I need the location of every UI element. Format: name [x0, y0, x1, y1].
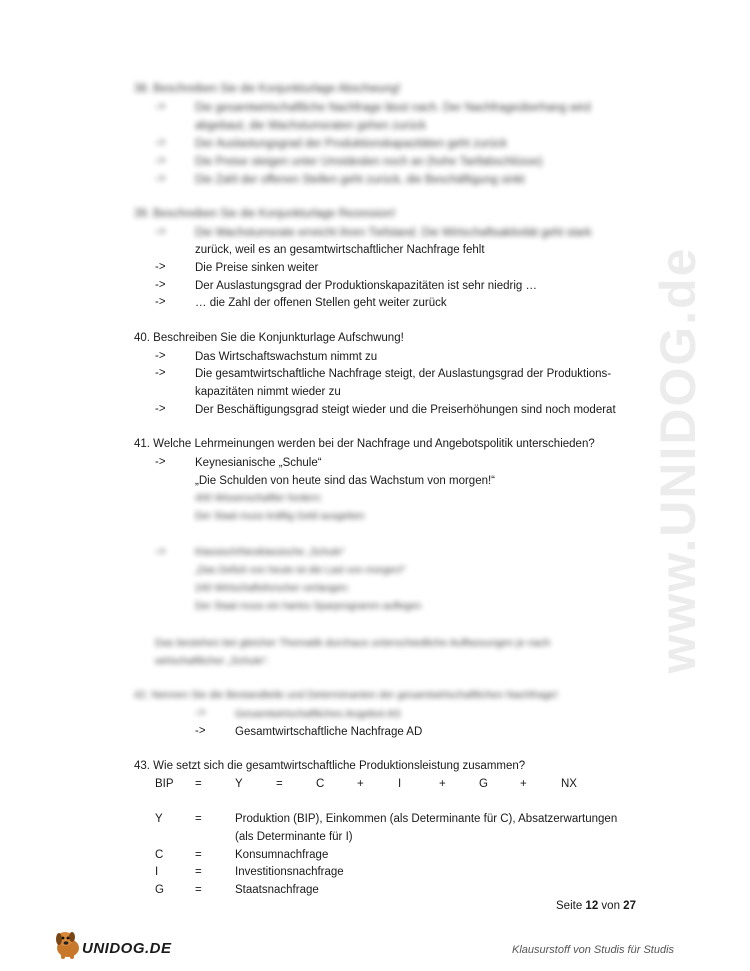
formula-nx: NX [561, 778, 577, 790]
def-y-eq: = [195, 813, 202, 825]
formula-bip: BIP [155, 778, 174, 790]
q43-title: 43. Wie setzt sich die gesamtwirtschaftliche Produktionsleistung zusammen? [134, 760, 526, 772]
q39-title: 39. Beschreiben Sie die Konjunkturlage Rezession! [134, 208, 396, 220]
def-c-text: Konsumnachfrage [235, 849, 329, 861]
def-c-eq: = [195, 849, 202, 861]
watermark [648, 246, 708, 674]
def-g-text: Staatsnachfrage [235, 884, 319, 896]
q42-item-1: Gesamtwirtschaftliches Angebot AS [235, 708, 401, 720]
formula-c: C [316, 778, 325, 790]
q38-title: 38. Beschreiben Sie die Konjunkturlage Abschwung! [134, 83, 401, 95]
watermark-text: www.UNIDOG.de [650, 246, 706, 674]
arrow: -> [155, 403, 166, 415]
q41-summary-2: wirtschaftlicher „Schule“. [155, 655, 270, 667]
formula-y: Y [235, 778, 243, 790]
q41-item-2: Klassisch/Neoklassische „Schule“ [195, 547, 345, 558]
q40-item-2: Die gesamtwirtschaftliche Nachfrage steigt, der Auslastungsgrad der Produktions- [195, 368, 612, 380]
q41-item-1-line-2: 400 Wissenschaftler fordern: [195, 493, 323, 504]
def-i-eq: = [195, 866, 202, 878]
q39-item-3: Der Auslastungsgrad der Produktionskapazitäten ist sehr niedrig … [195, 280, 537, 292]
arrow: -> [155, 173, 166, 185]
arrow: -> [155, 296, 166, 308]
arrow: -> [155, 456, 166, 468]
formula-i: I [398, 778, 402, 790]
arrow: -> [155, 279, 166, 291]
def-y-symbol: Y [155, 813, 163, 825]
q38-item-4: Die Zahl der offenen Stellen geht zurück, die Beschäftigung sinkt [195, 174, 525, 186]
q42-title: 42. Nennen Sie die Bestandteile und Determinanten der gesamtwirtschaftlichen Nachfrage! [134, 689, 558, 701]
arrow: -> [155, 546, 166, 558]
q38-item-2: Der Auslastungsgrad der Produktionskapazitäten geht zurück [195, 138, 507, 150]
q41-item-1: Keynesianische „Schule“ [195, 457, 322, 469]
q42-item-2: Gesamtwirtschaftliche Nachfrage AD [235, 726, 423, 738]
q41-title: 41. Welche Lehrmeinungen werden bei der Nachfrage und Angebotspolitik unterschieden? [134, 438, 595, 450]
def-i-symbol: I [155, 866, 159, 878]
arrow: -> [155, 137, 166, 149]
arrow: -> [155, 350, 166, 362]
tagline: Klausurstoff von Studis für Studis [512, 944, 675, 956]
q41-item-1-quote: „Die Schulden von heute sind das Wachstum von morgen!“ [195, 475, 496, 487]
q38-item-1-cont: abgebaut, die Wachstumsraten gehen zurück [195, 120, 426, 132]
formula-g: G [479, 778, 488, 790]
page-current: 12 [585, 900, 599, 912]
q40-title: 40. Beschreiben Sie die Konjunkturlage Aufschwung! [134, 332, 404, 344]
arrow: -> [155, 155, 166, 167]
page-mid: von [601, 900, 620, 912]
logo-text: UNIDOG.DE [82, 940, 172, 957]
q41-item-2-line-2: 240 Wirtschaftsforscher verlangen: [195, 583, 350, 594]
dog-icon [52, 928, 86, 960]
q40-item-3: Der Beschäftigungsgrad steigt wieder und die Preiserhöhungen sind noch moderat [195, 404, 616, 416]
page-total: 27 [623, 900, 636, 912]
arrow: -> [155, 261, 166, 273]
q41-item-1-line-3: Der Staat muss kräftig Geld ausgeben [195, 511, 365, 522]
def-y-text: Produktion (BIP), Einkommen (als Determinante für C), Absatzerwartungen [235, 813, 618, 825]
arrow: -> [155, 367, 166, 379]
arrow: -> [155, 226, 166, 238]
q38-item-3: Die Preise steigen unter Umständen noch an (hohe Tarifabschlüsse) [195, 156, 543, 168]
unidog-logo [52, 928, 182, 962]
q41-item-2-line-3: Der Staat muss ein hartes Sparprogramm auflegen [195, 601, 422, 612]
formula-eq-2: = [276, 778, 283, 790]
def-c-symbol: C [155, 849, 164, 861]
q40-item-1: Das Wirtschaftswachstum nimmt zu [195, 351, 378, 363]
q39-item-1: Die Wachstumsrate erreicht ihren Tiefstand. Die Wirtschaftsaktivität geht stark [195, 227, 592, 239]
formula-eq-1: = [195, 778, 202, 790]
q38-item-1: Die gesamtwirtschaftliche Nachfrage lässt nach. Der Nachfrageüberhang wird [195, 102, 591, 114]
def-i-text: Investitionsnachfrage [235, 866, 344, 878]
q39-item-4: … die Zahl der offenen Stellen geht weiter zurück [195, 297, 447, 309]
q41-item-2-quote: „Das Defizit von heute ist die Last von morgen!“ [195, 565, 406, 576]
page-number [556, 900, 636, 912]
arrow: -> [195, 725, 206, 737]
q39-item-1-cont: zurück, weil es an gesamtwirtschaftlicher Nachfrage fehlt [195, 244, 485, 256]
q39-item-2: Die Preise sinken weiter [195, 262, 319, 274]
arrow: -> [155, 101, 166, 113]
def-y-text-cont: (als Determinante für I) [235, 831, 353, 843]
arrow: -> [195, 707, 206, 719]
q41-summary-1: Das bestehen bei gleicher Thematik durchaus unterschiedliche Auffassungen je nach [155, 637, 551, 649]
q40-item-2-cont: kapazitäten nimmt wieder zu [195, 386, 341, 398]
def-g-symbol: G [155, 884, 164, 896]
formula-plus-1: + [357, 778, 364, 790]
page-prefix: Seite [556, 900, 583, 912]
formula-plus-3: + [520, 778, 527, 790]
def-g-eq: = [195, 884, 202, 896]
formula-plus-2: + [439, 778, 446, 790]
